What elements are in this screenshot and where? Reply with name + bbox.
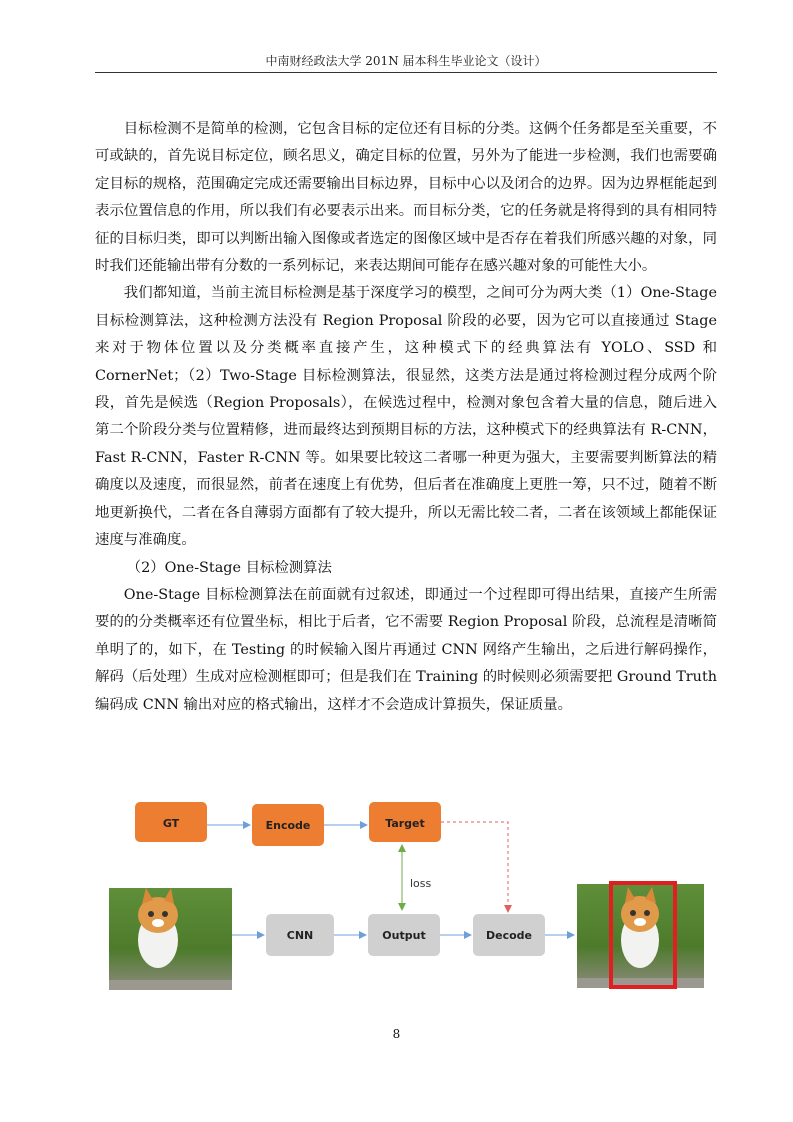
body-text (95, 116, 717, 719)
paragraph-1: 目标检测不是简单的检测，它包含目标的定位还有目标的分类。这俩个任务都是至关重要，不可或缺的，首先说目标定位，顾名思义，确定目标的位置，另外为了能进一步检测，我们也需要确定目标的规格，范围确定完成还需要输出目标边界，目标中心以及闭合的边界。因为边界框能起到表示位置信息的作用，所以我们有必要表示出来。而目标分类，它的任务就是将得到的具有相同特征的目标归类，即可以判断出输入图像或者选定的图像区域中是否存在着我们所感兴趣的对象，同时我们还能输出带有分数的一系列标记，来表达期间可能存在感兴趣对象的可能性大小。 (95, 121, 717, 275)
page-number: 8 (392, 1027, 401, 1041)
output-node (368, 914, 440, 956)
decode-label: Decode (485, 929, 533, 942)
encode-node (252, 804, 324, 846)
section-heading: （2）One-Stage 目标检测算法 (126, 559, 332, 576)
gt-node (135, 802, 207, 842)
cnn-node (266, 914, 334, 956)
arrow-target-decode (441, 822, 508, 912)
gt-label: GT (162, 817, 180, 830)
output-label: Output (382, 929, 426, 942)
loss-label: loss (410, 877, 432, 890)
cnn-label: CNN (286, 929, 314, 942)
target-label: Target (385, 817, 425, 830)
result-cat-image (577, 883, 704, 988)
input-cat-image (109, 888, 232, 990)
header-rule (95, 72, 717, 73)
decode-node (473, 914, 545, 956)
encode-label: Encode (265, 819, 311, 832)
one-stage-flow-figure (100, 790, 712, 1005)
running-header: 中南财经政法大学 201N 届本科生毕业论文（设计） (265, 54, 547, 68)
paragraph-3: One-Stage 目标检测算法在前面就有过叙述，即通过一个过程即可得出结果，直接产生所需要的的分类概率还有位置坐标，相比于后者，它不需要 Region Proposal 阶段，总流程是清晰简单明了的，如下，在 Testing 的时候输入图片再通过 CNN 网络产生输出，之后进行解码操作，解码（后处理）生成对应检测框即可；但是我们在 Training 的时候则必须需要把 Ground Truth 编码成 CNN 输出对应的格式输出，这样才不会造成计算损失，保证质量。 (95, 586, 718, 713)
paragraph-2: 我们都知道，当前主流目标检测是基于深度学习的模型，之间可分为两大类（1）One-Stage 目标检测算法，这种检测方法没有 Region Proposal 阶段的必要，因为它可以直接通过 Stage 来对于物体位置以及分类概率直接产生，这种模式下的经典算法有 YOLO、SSD 和 CornerNet；（2）Two-Stage 目标检测算法，很显然，这类方法是通过将检测过程分成两个阶段，首先是候选（Region Proposals），在候选过程中，检测对象包含着大量的信息，随后进入第二个阶段分类与位置精修，进而最终达到预期目标的方法，这种模式下的经典算法有 R-CNN，Fast R-CNN，Faster R-CNN 等。如果要比较这二者哪一种更为强大，主要需要判断算法的精确度以及速度，而很显然，前者在速度上有优势，但后者在准确度上更胜一筹，只不过，随着不断地更新换代，二者在各自薄弱方面都有了较大提升，所以无需比较二者，二者在该领域上都能保证速度与准确度。 (95, 285, 717, 549)
target-node (369, 802, 441, 842)
flow-diagram (100, 790, 712, 1005)
